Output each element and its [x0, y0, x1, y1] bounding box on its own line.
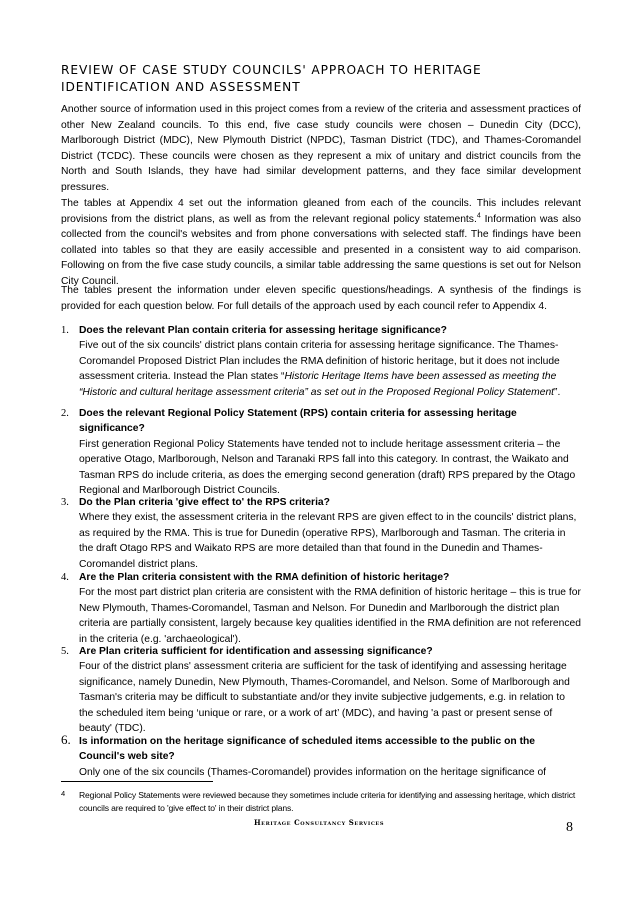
question-title: Are the Plan criteria consistent with the RMA definition of historic heritage?	[79, 572, 450, 583]
footnote-divider	[61, 781, 213, 782]
question-item	[61, 734, 581, 780]
question-item	[61, 570, 581, 647]
footnote-reference: 4	[476, 212, 481, 220]
page-number: 8	[566, 820, 573, 835]
question-answer: Four of the district plans' assessment criteria are sufficient for the task of identifying and assessing heritage significance, namely Dunedin, New Plymouth, Thames-Coromandel, and Nelson. Some of Marlborough and Tasman's criteria may be difficult to substantiate and/or they invite subjective judgements, e.g. in relation to the scheduled item being ‘unique or rare, or a work of art’ (MDC), and having 'a past or present sense of beauty' (TDC).	[79, 661, 570, 735]
appendix-paragraph-part-b: Information was also collected from the council's websites and from phone conversations with selected staff. The findings have been collated into tables so that they are easily accessible and presented in a consistent way to aid comparison. Following on from the five case study councils, a similar table addressing the same questions is set out for Nelson City Council.	[61, 213, 581, 287]
question-number: 3.	[61, 497, 69, 508]
footnote	[61, 789, 581, 815]
question-number: 2.	[61, 408, 69, 419]
heading-line-2: IDENTIFICATION AND ASSESSMENT	[61, 80, 301, 94]
synthesis-paragraph: The tables present the information under eleven specific questions/headings. A synthesis of the findings is provided for each question below. For full details of the approach used by each council refer to Appendix 4.	[61, 285, 581, 312]
footnote-text: Regional Policy Statements were reviewed because they sometimes include criteria for identifying and assessing heritage, which district councils are required to 'give effect to' in their district plans.	[79, 790, 576, 813]
question-title: Is information on the heritage significance of scheduled items accessible to the public on the Council's web site?	[79, 736, 536, 763]
question-answer: Only one of the six councils (Thames-Coromandel) provides information on the heritage significance of	[79, 766, 547, 778]
question-item	[61, 495, 581, 572]
question-answer	[79, 338, 581, 400]
question-number: 1.	[61, 325, 69, 336]
question-title: Are Plan criteria sufficient for identification and assessing significance?	[79, 646, 433, 657]
answer-quote: Historic Heritage Items have been assessed as meeting the “Historic and cultural heritage assessment criteria” as set out in the Proposed Regional Policy Statement	[79, 371, 557, 398]
question-item	[61, 406, 581, 498]
question-number: 6.	[61, 732, 71, 747]
question-answer: Where they exist, the assessment criteria in the relevant RPS are given effect to in the councils' district plans, as required by the RMA. This is true for Dunedin (operative RPS), Marlborough and Tasman. The criteria in the draft Otago RPS and Waikato RPS are more detailed than that found in the Dunedin and Thames-Coromandel district plans.	[79, 512, 577, 570]
footnote-number: 4	[61, 789, 66, 798]
question-number: 5.	[61, 646, 69, 657]
answer-text: Five out of the six councils' district plans contain criteria for assessing heritage significance. The Thames-Coromandel Proposed District Plan includes the RMA definition of historic heritage, but it does not include assessment criteria. Instead the Plan states “	[79, 340, 560, 383]
question-title: Do the Plan criteria 'give effect to' the RPS criteria?	[79, 497, 330, 508]
footer-organisation: Heritage Consultancy Services	[253, 818, 385, 827]
question-item	[61, 644, 581, 736]
question-number: 4.	[61, 572, 69, 583]
question-title: Does the relevant Regional Policy Statement (RPS) contain criteria for assessing heritage significance?	[79, 408, 517, 435]
question-item	[61, 323, 581, 400]
question-title: Does the relevant Plan contain criteria for assessing heritage significance?	[79, 325, 447, 336]
question-answer: For the most part district plan criteria are consistent with the RMA definition of historic heritage – this is true for New Plymouth, Thames-Coromandel, Tasman and Nelson. For Dunedin and Marlborough the district plan criteria are partially consistent, largely because key qualities identified in the RMA definition are not referenced in the criteria (e.g. 'archaeological').	[79, 587, 581, 645]
heading-line-1: REVIEW OF CASE STUDY COUNCILS' APPROACH TO HERITAGE	[61, 63, 482, 77]
section-heading	[61, 62, 581, 96]
answer-text-end: ”.	[554, 386, 561, 398]
appendix-paragraph-part-a: The tables at Appendix 4 set out the information gleaned from each of the councils. This includes relevant provisions from the district plans, as well as from the relevant regional policy statements.	[61, 198, 581, 225]
appendix-paragraph	[61, 196, 581, 290]
question-answer: First generation Regional Policy Statements have tended not to include heritage assessment criteria – the operative Otago, Marlborough, Nelson and Taranaki RPS fall into this category. In contrast, the Waikato and Tasman RPS do include criteria, as does the emerging second generation (draft) RPS prepared by the Otago Regional and Marlborough District Councils.	[79, 438, 576, 497]
intro-paragraph: Another source of information used in this project comes from a review of the criteria and assessment practices of other New Zealand councils. To this end, five case study councils were chosen – Dunedin City (DCC), Marlborough District (MDC), New Plymouth District (NPDC), Tasman District (TDC), and Thames-Coromandel District (TCDC). These councils were chosen as they represent a mix of unitary and district councils from the North and South Islands, they have had similar development patterns, and they face similar development pressures.	[61, 104, 581, 193]
